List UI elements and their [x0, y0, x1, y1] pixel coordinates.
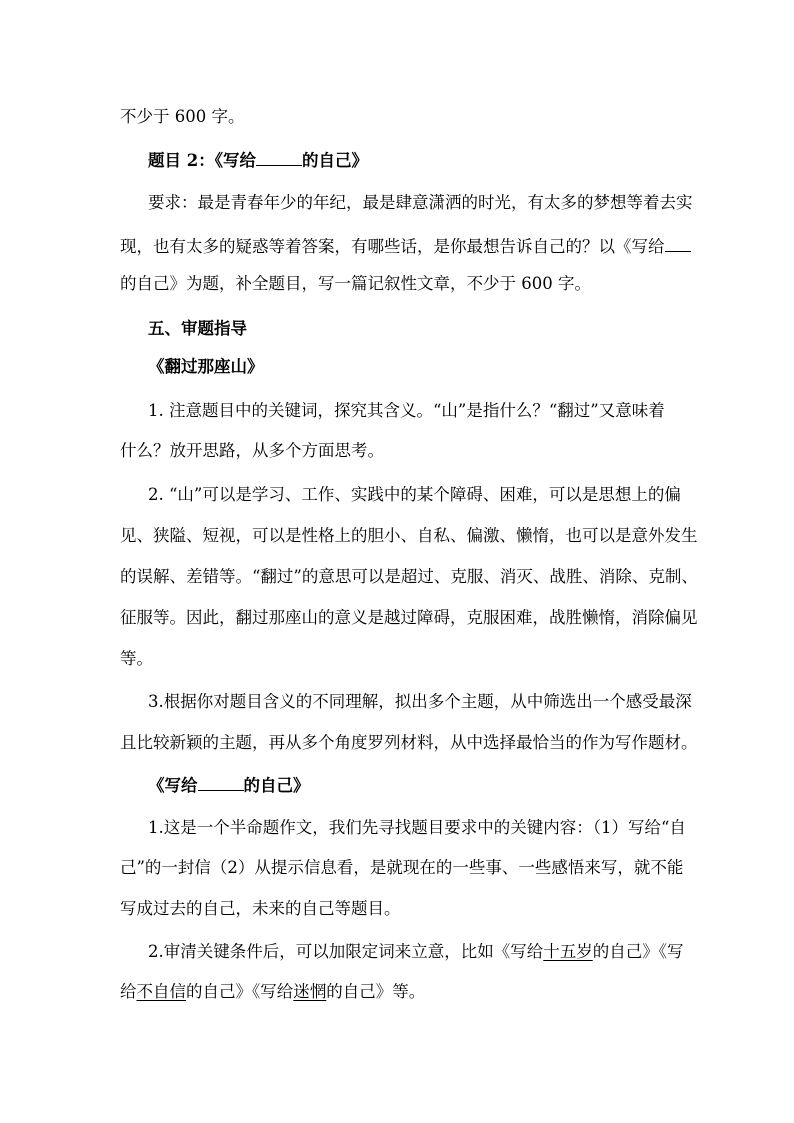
- text-line: [148, 941, 684, 963]
- text-line: 要求：最是青春年少的年纪，最是肆意潇洒的时光，有太多的梦想等着去实: [148, 193, 693, 212]
- text-line: [120, 981, 425, 1003]
- text-segment: 给: [120, 982, 137, 1001]
- text-segment: 的自己》等。: [326, 982, 426, 1001]
- blank-line: [198, 774, 244, 791]
- text-line: 见、狭隘、短视，可以是性格上的胆小、自私、偏激、懒惰，也可以是意外发生: [120, 526, 698, 545]
- text-segment: 的自己》《写给: [186, 982, 294, 1001]
- text-line: 等。: [120, 649, 153, 668]
- subheading-prefix: 《写给: [148, 776, 198, 795]
- topic-2-suffix: 的自己》: [301, 151, 368, 170]
- text-line: 的误解、差错等。“翻过”的意思可以是超过、克服、消灭、战胜、消除、克制、: [120, 567, 698, 586]
- subheading-letter: [148, 774, 310, 797]
- text-line-content: 现，也有太多的疑惑等着答案，有哪些话，是你最想告诉自己的？以《写给: [120, 237, 665, 256]
- topic-2-prefix: 题目 2：《写给: [148, 151, 256, 170]
- text-segment: 的自己》《写: [592, 942, 684, 961]
- blank-line: [665, 235, 691, 252]
- underlined-term: 迷惘: [293, 982, 327, 1001]
- section-heading: 五、审题指导: [148, 319, 247, 338]
- text-line: [120, 235, 691, 258]
- text-line: 3.根据你对题目含义的不同理解，拟出多个主题，从中筛选出一个感受最深: [148, 692, 692, 711]
- text-line: 征服等。因此，翻过那座山的意义是越过障碍，克服困难，战胜懒惰，消除偏见: [120, 608, 698, 627]
- underlined-term: 十五岁: [543, 942, 593, 961]
- text-line: 写成过去的自己，未来的自己等题目。: [120, 899, 401, 918]
- topic-2-title: [148, 149, 368, 172]
- underlined-term: 不自信: [136, 982, 186, 1001]
- text-line: 1.这是一个半命题作文，我们先寻找题目要求中的关键内容：（1）写给“自: [148, 818, 686, 837]
- subheading-mountain: 《翻过那座山》: [148, 357, 264, 376]
- subheading-suffix: 的自己》: [243, 776, 310, 795]
- text-line: 不少于 600 字。: [120, 107, 245, 126]
- text-line: 的自己》为题，补全题目，写一篇记叙性文章，不少于 600 字。: [120, 274, 591, 293]
- blank-line: [256, 149, 302, 166]
- text-line: 1. 注意题目中的关键词，探究其含义。“山”是指什么？“翻过”又意味着: [148, 401, 665, 420]
- text-line: 2. “山”可以是学习、工作、实践中的某个障碍、困难，可以是思想上的偏: [148, 485, 681, 504]
- text-line: 且比较新颖的主题，再从多个角度罗列材料，从中选择最恰当的作为写作题材。: [120, 733, 698, 752]
- text-line: 己”的一封信（2）从提示信息看，是就现在的一些事、一些感悟来写，就不能: [120, 858, 684, 877]
- text-segment: 2.审清关键条件后，可以加限定词来立意，比如《写给: [148, 942, 544, 961]
- text-line: 什么？放开思路，从多个方面思考。: [120, 441, 384, 460]
